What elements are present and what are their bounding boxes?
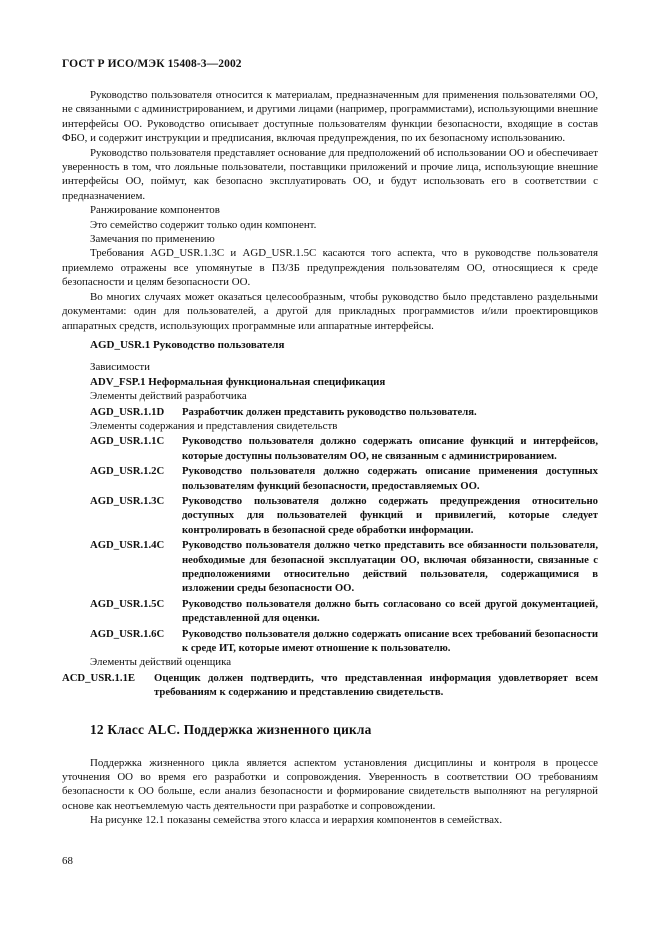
- element-code: AGD_USR.1.3C: [90, 494, 165, 507]
- element-text: Руководство пользователя должно содержать описание применения доступных пользователям функций безопасности, предоставляемых ОО.: [182, 465, 598, 492]
- page-header: ГОСТ Р ИСО/МЭК 15408-3—2002: [62, 58, 242, 70]
- dependency: ADV_FSP.1 Неформальная функциональная спецификация: [90, 375, 386, 388]
- element-code: AGD_USR.1.6C: [90, 627, 165, 640]
- component-title: AGD_USR.1 Руководство пользователя: [90, 338, 285, 351]
- element-text: Разработчик должен представить руководство пользователя.: [182, 405, 477, 418]
- paragraph: Во многих случаях может оказаться целесообразным, чтобы руководство было представлено раздельными документами: один для пользователей, а другой для прикладных программистов и/или проектировщиков аппаратных средств, использующих программные или аппаратные интерфейсы.: [62, 290, 598, 332]
- developer-label: Элементы действий разработчика: [90, 390, 247, 403]
- element-code: AGD_USR.1.2C: [90, 465, 165, 478]
- paragraph: Требования AGD_USR.1.3C и AGD_USR.1.5C касаются того аспекта, что в руководстве пользователя приемлемо отражены все упомянутые в ПЗ/ЗБ предупреждения пользователям ОО, относящиеся к среде безопасности и целям безопасности ОО.: [62, 247, 598, 289]
- content-element: [62, 464, 598, 493]
- element-code: ACD_USR.1.1E: [62, 671, 136, 684]
- element-code: AGD_USR.1.5C: [90, 597, 165, 610]
- paragraph: Руководство пользователя относится к материалам, предназначенным для применения пользователями ОО, не связанными с администрированием, и другими лицами (например, программистами), использующими внешние интерфейсы ОО. Руководство описывает доступные пользователям функции безопасности, входящие в состав ФБО, и содержит инструкции и предписания, включая предупреждения, по их безопасному использованию.: [62, 89, 598, 145]
- element-code: AGD_USR.1.4C: [90, 539, 165, 552]
- content-element: [62, 494, 598, 537]
- dependencies-label: Зависимости: [90, 361, 150, 374]
- content-element: [62, 597, 598, 626]
- evaluator-label: Элементы действий оценщика: [90, 656, 232, 669]
- paragraph: На рисунке 12.1 показаны семейства этого класса и иерархия компонентов в семействах.: [90, 814, 503, 827]
- page-number: 68: [62, 855, 73, 867]
- ranking-text: Это семейство содержит только один компонент.: [90, 218, 317, 231]
- content-element: [62, 627, 598, 656]
- developer-element: [62, 405, 598, 419]
- paragraph: Поддержка жизненного цикла является аспектом установления дисциплины и контроля в процессе уточнения ОО во время его разработки и сопровождения. Уверенность в соответствии ОО требованиям безопасности к ОО больше, если анализ безопасности и формирование свидетельств выполняют на регулярной основе как неотъемлемую часть деятельности при разработке и сопровождении.: [62, 756, 598, 812]
- content-element: [62, 434, 598, 463]
- element-text: Руководство пользователя должно быть согласовано со всей другой документацией, представленной для оценки.: [182, 597, 598, 625]
- content-label: Элементы содержания и представления свидетельств: [90, 419, 338, 432]
- element-text: Руководство пользователя должно четко представить все обязанности пользователя, необходимые для безопасной эксплуатации ОО, включая обязанности, связанные с предположениями относительно действий пользователя, содержащимися в изложении среды безопасности ОО.: [182, 539, 598, 595]
- evaluator-element: [62, 671, 598, 700]
- paragraph: Руководство пользователя представляет основание для предположений об использовании ОО и обеспечивает уверенность в том, что лояльные пользователи, поставщики приложений и прочие лица, использующие внешние интерфейсы ОО, поймут, как безопасно эксплуатировать ОО, и будут использовать его в соответствии с предназначением.: [62, 146, 598, 202]
- element-text: Руководство пользователя должно содержать предупреждения относительно доступных для пользователей функций и привилегий, которые следует контролировать в безопасной среде обработки информации.: [182, 494, 598, 536]
- content-element: [62, 538, 598, 596]
- ranking-label: Ранжирование компонентов: [90, 204, 220, 217]
- element-text: Руководство пользователя должно содержать описание всех требований безопасности к среде ИТ, которые имеют отношение к пользователю.: [182, 627, 598, 655]
- element-code: AGD_USR.1.1C: [90, 435, 165, 448]
- document-page: [62, 58, 598, 828]
- element-code: AGD_USR.1.1D: [90, 405, 165, 418]
- section-heading: 12 Класс ALC. Поддержка жизненного цикла: [90, 721, 372, 737]
- notes-label: Замечания по применению: [90, 233, 215, 246]
- element-text: Оценщик должен подтвердить, что представленная информация удовлетворяет всем требованиям к содержанию и представлению свидетельств.: [154, 671, 598, 699]
- element-text: Руководство пользователя должно содержать описание функций и интерфейсов, которые доступны пользователям ОО, не связанным с администрированием.: [182, 435, 598, 462]
